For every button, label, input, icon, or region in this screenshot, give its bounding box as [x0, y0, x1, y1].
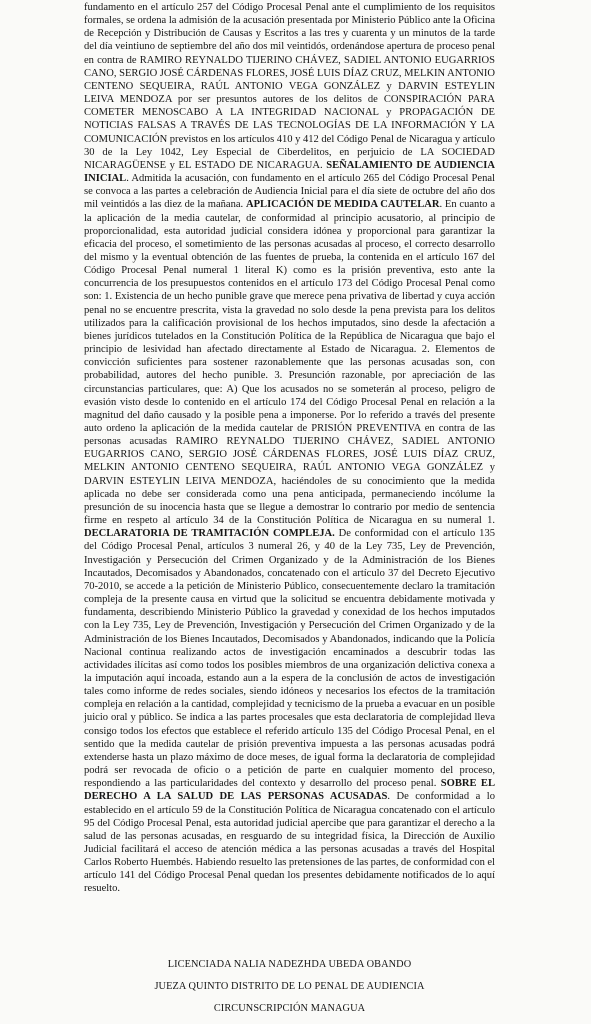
- signature-block: [84, 954, 495, 1020]
- heading-senalamiento-audiencia-inicial: SEÑALAMIENTO DE AUDIENCIA INICIAL: [84, 159, 495, 185]
- heading-declaratoria-tramitacion-compleja: DECLARATORIA DE TRAMITACIÓN COMPLEJA.: [84, 528, 335, 540]
- heading-derecho-salud: SOBRE EL DERECHO A LA SALUD DE LAS PERSONAS ACUSADAS: [84, 778, 496, 803]
- judge-title: JUEZA QUINTO DISTRITO DE LO PENAL DE AUDIENCIA: [154, 981, 425, 992]
- circumscription: CIRCUNSCRIPCIÓN MANAGUA: [213, 1003, 366, 1014]
- intro-paragraph-text: fundamento en el artículo 257 del Código Procesal Penal ante el cumplimiento de los requisitos formales, se ordena la admisión de la acusación presentada por Ministerio Público ante la Oficina de Recepción y Distribución de Causas y Escritos a las tres y cuarenta y un minutos de la tarde del día veintiuno de septiembre del año dos mil veintidós, ordenándose apertura de proceso penal en contra de RAMIRO REYNALDO TIJERINO CHÁVEZ, SADIEL ANTONIO EUGARRIOS CANO, SERGIO JOSÉ CÁRDENAS FLORES, JOSÉ LUIS DÍAZ CRUZ, MELKIN ANTONIO CENTENO SEQUEIRA, RAÚL ANTONIO VEGA GONZÁLEZ y DARVIN ESTEYLIN LEIVA MENDOZA por ser presuntos autores de los delitos de CONSPIRACIÓN PARA COMETER MENOSCABO A LA INTEGRIDAD NACIONAL y PROPAGACIÓN DE NOTICIAS FALSAS A TRAVÉS DE LAS TECNOLOGÍAS DE LA INFORMACIÓN Y LA COMUNICACIÓN previstos en los artículos 410 y 412 del Código Penal de Nicaragua y artículo 30 de la Ley 1042, Ley Especial de Ciberdelitos, en perjuicio de LA SOCIEDAD NICARAGÜENSE y EL ESTADO DE NICARAGUA.: [84, 2, 495, 171]
- medida-cautelar-text: . En cuanto a la aplicación de la media cautelar, de conformidad al principio acusatorio, al principio de proporcionalidad, esta autoridad judicial considera idónea y proporcional para garantizar la eficacia del proceso, el sometimiento de las personas acusadas al proceso, el correcto desarrollo del mismo y la eventual obtención de las fuentes de prueba, la contenida en el artículo 167 del Código Procesal Penal numeral 1 literal K) como es la prisión preventiva, esto ante la concurrencia de los presupuestos contenidos en el artículo 173 del Código Procesal Penal como son: 1. Existencia de un hecho punible grave que merece pena privativa de libertad y cuya acción penal no se encuentre prescrita, vista la gravedad no solo desde la pena prevista para los delitos utilizados para la calificación provisional de los hechos imputados, sino desde la afectación a bienes jurídicos tutelados en la Constitución Política de la República de Nicaragua que bajo el principio de lesividad han afectado directamente al Estado de Nicaragua. 2. Elementos de convicción suficientes para sostener razonablemente que las personas acusadas son, con probabilidad, autores del hecho punible. 3. Presunción razonable, por apreciación de las circunstancias particulares, que: A) Que los acusados no se someterán al proceso, peligro de evasión visto desde lo contenido en el artículo 174 del Código Procesal Penal en relación a la magnitud del daño causado y la posible pena a imponerse. Por lo referido a través del presente auto ordeno la aplicación de la medida cautelar de PRISIÓN PREVENTIVA en contra de las personas acusadas RAMIRO REYNALDO TIJERINO CHÁVEZ, SADIEL ANTONIO EUGARRIOS CANO, SERGIO JOSÉ CÁRDENAS FLORES, JOSÉ LUIS DÍAZ CRUZ, MELKIN ANTONIO CENTENO SEQUEIRA, RAÚL ANTONIO VEGA GONZÁLEZ y DARVIN ESTEYLIN LEIVA MENDOZA, haciéndoles de su conocimiento que la medida aplicada no debe ser considerada como una pena anticipada, permaneciendo incólume la presunción de su inocencia hasta que se llegue a demostrar lo contrario por medio de sentencia firme en respeto al artículo 34 de la Constitución Política de Nicaragua en su numeral 1.: [84, 199, 495, 527]
- judge-name: LICENCIADA NALIA NADEZHDA UBEDA OBANDO: [167, 959, 412, 970]
- audiencia-inicial-text: . Admitida la acusación, con fundamento en el artículo 265 del Código Procesal Penal se convoca a las partes a celebración de Audiencia Inicial para el día siete de octubre del año dos mil veintidós a las diez de la mañana.: [84, 173, 495, 211]
- tramitacion-compleja-text: De conformidad con el artículo 135 del Código Procesal Penal, artículos 3 numeral 26, y 40 de la Ley 735, Ley de Prevención, Investigación y Persecución del Crimen Organizado y de la Administración de los Bienes Incautados, Decomisados y Abandonados, concatenado con el artículo 37 del Decreto Ejecutivo 70-2010, se accede a la petición de Ministerio Público, consecuentemente declaro la tramitación compleja de la presente causa en virtud que la solicitud se encuentra debidamente motivada y fundamenta, describiendo Ministerio Público la gravedad y conexidad de los hechos imputados con la Ley 735, Ley de Prevención, Investigación y Persecución del Crimen Organizado y de la Administración de los Bienes Incautados, Decomisados y Abandonados, indicando que la Policía Nacional continua realizando actos de investigación encaminados a descubrir todas las actividades ilícitas así como todos los posibles miembros de una organización delictiva conexa a la imputación aquí incoada, estando aun a la espera de la conclusión de actos de investigación tales como informe de redes sociales, siendo idóneos y necesarios los efectos de la tramitación compleja en relación a la cantidad, complejidad y tecnicismo de la prueba a evacuar en un posible juicio oral y público. Se indica a las partes procesales que esta declaratoria de complejidad lleva consigo todos los efectos que establece el referido artículo 135 del Código Procesal Penal, en el sentido que la medida cautelar de prisión preventiva impuesta a las personas acusadas podrá extenderse hasta un plazo máximo de doce meses, de igual forma la declaratoria de complejidad podrá ser revocada de oficio o a petición de parte en cualquier momento del proceso, respondiendo a las particularidades del contexto y desarrollo del proceso penal.: [84, 528, 495, 790]
- heading-aplicacion-medida-cautelar: APLICACIÓN DE MEDIDA CAUTELAR: [245, 199, 440, 211]
- resolution-body: [84, 1, 495, 896]
- derecho-salud-text: . De conformidad a lo establecido en el artículo 59 de la Constitución Política de Nicaragua concatenado con el artículo 95 del Código Procesal Penal, esta autoridad judicial apercibe que para garantizar el derecho a la salud de las personas acusadas, en resguardo de su integridad física, la Dirección de Auxilio Judicial facilitará el acceso de atención médica a las personas acusadas a través del Hospital Carlos Roberto Huembés. Habiendo resuelto las pretensiones de las partes, de conformidad con el artículo 141 del Código Procesal Penal quedan los presentes debidamente notificados de lo aquí resuelto.: [84, 791, 495, 895]
